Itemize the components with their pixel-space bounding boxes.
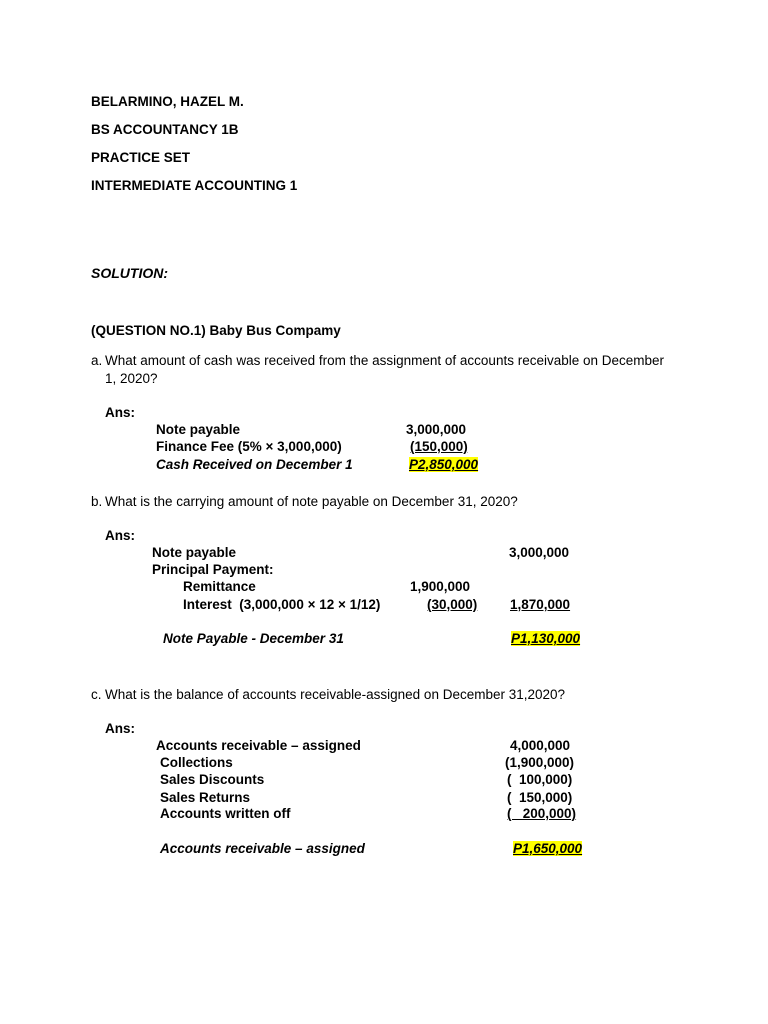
c-ar-assigned-value: 4,000,000 <box>510 738 571 753</box>
subject: INTERMEDIATE ACCOUNTING 1 <box>91 178 298 193</box>
c-sales-discounts-value: ( 100,000) <box>507 772 573 787</box>
c-ar-assigned-total-value: P1,650,000 <box>513 841 583 856</box>
c-collections-label: Collections <box>160 755 233 770</box>
c-collections-value: (1,900,000) <box>505 755 575 770</box>
b-principal-payment-label: Principal Payment: <box>152 562 274 577</box>
a-finance-fee-label: Finance Fee (5% × 3,000,000) <box>156 439 342 454</box>
c-ar-assigned-total-label: Accounts receivable – assigned <box>160 841 365 856</box>
b-note-payable-value: 3,000,000 <box>509 545 570 560</box>
c-written-off-label: Accounts written off <box>160 806 291 821</box>
question-b-line1: What is the carrying amount of note payable on December 31, 2020? <box>105 494 518 509</box>
a-finance-fee-value: (150,000) <box>410 439 468 454</box>
b-interest-label: Interest (3,000,000 × 12 × 1/12) <box>183 597 381 612</box>
answer-c-label: Ans: <box>105 721 135 736</box>
b-interest-value: (30,000) <box>427 597 478 612</box>
question-a-line1: What amount of cash was received from the assignment of accounts receivable on December <box>105 353 665 368</box>
question-b-letter: b. <box>91 494 103 509</box>
student-name: BELARMINO, HAZEL M. <box>91 94 244 109</box>
question-c-line1: What is the balance of accounts receivable-assigned on December 31,2020? <box>105 687 566 702</box>
a-note-payable-value: 3,000,000 <box>406 422 467 437</box>
c-sales-returns-value: ( 150,000) <box>507 790 573 805</box>
c-written-off-value: ( 200,000) <box>507 806 577 821</box>
a-cash-received-label: Cash Received on December 1 <box>156 457 353 472</box>
answer-b-label: Ans: <box>105 528 135 543</box>
b-remittance-value: 1,900,000 <box>410 579 471 594</box>
question-c-letter: c. <box>91 687 102 702</box>
c-ar-assigned-label: Accounts receivable – assigned <box>156 738 361 753</box>
course: BS ACCOUNTANCY 1B <box>91 122 239 137</box>
c-sales-returns-label: Sales Returns <box>160 790 251 805</box>
question-title: (QUESTION NO.1) Baby Bus Compamy <box>91 323 341 338</box>
solution-label: SOLUTION: <box>91 265 168 281</box>
practice-set: PRACTICE SET <box>91 150 191 165</box>
b-note-payable-dec31-label: Note Payable - December 31 <box>163 631 344 646</box>
a-note-payable-label: Note payable <box>156 422 241 437</box>
b-remittance-label: Remittance <box>183 579 256 594</box>
b-interest-total: 1,870,000 <box>510 597 571 612</box>
a-cash-received-value: P2,850,000 <box>409 457 479 472</box>
answer-a-label: Ans: <box>105 405 135 420</box>
b-note-payable-label: Note payable <box>152 545 237 560</box>
question-a-letter: a. <box>91 353 103 368</box>
question-a-line2: 1, 2020? <box>105 371 158 386</box>
c-sales-discounts-label: Sales Discounts <box>160 772 265 787</box>
b-note-payable-dec31-value: P1,130,000 <box>511 631 581 646</box>
